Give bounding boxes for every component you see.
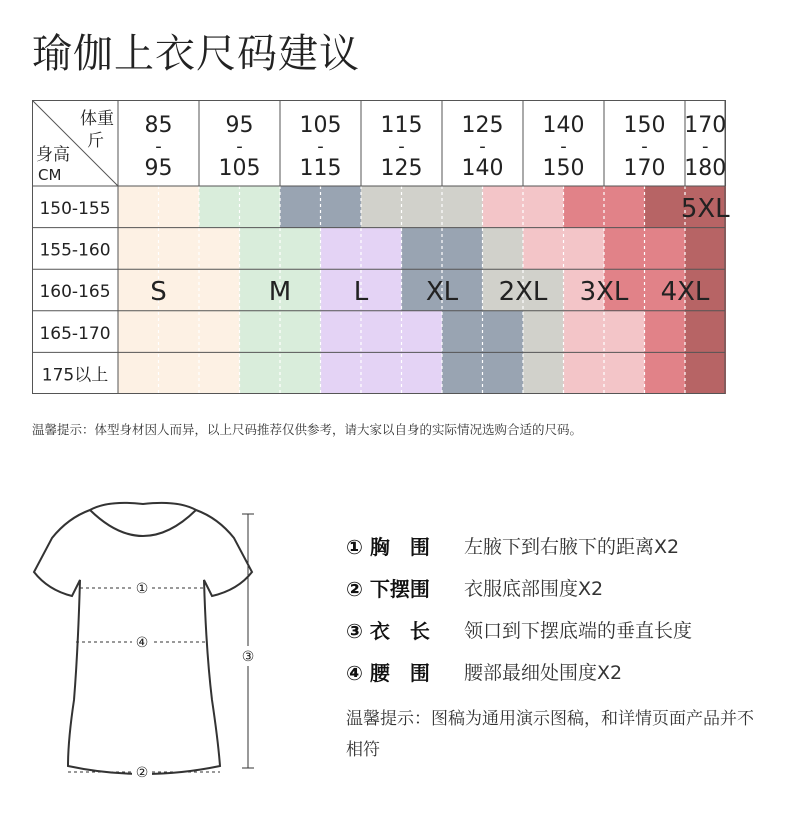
size-cell xyxy=(199,228,240,270)
weight-dash: - xyxy=(641,136,648,157)
weight-to: 105 xyxy=(218,156,261,181)
size-cell xyxy=(604,228,645,270)
size-label-2xl: 2XL xyxy=(498,277,548,308)
size-cell xyxy=(118,186,159,228)
weight-from: 85 xyxy=(144,113,173,138)
weight-dash: - xyxy=(236,136,243,157)
size-cell xyxy=(159,311,200,353)
weight-dash: - xyxy=(702,136,709,157)
size-cell xyxy=(483,186,524,228)
size-cell xyxy=(199,352,240,394)
size-chart-table xyxy=(32,100,756,394)
corner-height-label: 身高 xyxy=(36,145,70,165)
definition-waist xyxy=(346,650,766,692)
corner-weight-label: 体重 xyxy=(80,109,114,129)
definition-term: ① 胸 围 xyxy=(346,534,430,559)
weight-to: 150 xyxy=(542,156,585,181)
size-cell xyxy=(240,228,281,270)
weight-to: 115 xyxy=(299,156,342,181)
size-cell xyxy=(442,311,483,353)
size-cell xyxy=(240,352,281,394)
size-cell xyxy=(442,352,483,394)
hem-mark: ② xyxy=(135,765,149,781)
size-chart-grid xyxy=(32,100,756,394)
size-cell xyxy=(645,352,686,394)
size-label-3xl: 3XL xyxy=(579,277,629,308)
size-cell xyxy=(564,352,605,394)
size-cell xyxy=(159,352,200,394)
weight-to: 95 xyxy=(144,156,173,181)
size-cell xyxy=(118,311,159,353)
size-cell xyxy=(685,311,726,353)
size-cell xyxy=(118,228,159,270)
size-cell xyxy=(240,186,281,228)
size-label-4xl: 4XL xyxy=(660,277,710,308)
tshirt-collar xyxy=(90,510,196,536)
definition-text: 领口到下摆底端的垂直长度 xyxy=(464,619,693,642)
definition-text: 左腋下到右腋下的距离X2 xyxy=(464,535,680,558)
size-cell xyxy=(361,186,402,228)
corner-weight-unit: 斤 xyxy=(87,131,104,151)
weight-from: 125 xyxy=(461,113,504,138)
definition-text: 衣服底部围度X2 xyxy=(464,577,604,600)
weight-from: 95 xyxy=(225,113,254,138)
size-cell xyxy=(483,352,524,394)
size-cell xyxy=(280,352,321,394)
definition-text: 腰部最细处围度X2 xyxy=(464,661,623,684)
size-cell xyxy=(523,186,564,228)
size-label-5xl: 5XL xyxy=(680,194,730,224)
weight-from: 140 xyxy=(542,113,585,138)
size-cell xyxy=(199,311,240,353)
size-label-s: S xyxy=(150,277,167,308)
size-cell xyxy=(645,228,686,270)
waist-mark: ④ xyxy=(135,635,149,651)
weight-to: 180 xyxy=(684,156,727,181)
size-cell xyxy=(564,186,605,228)
size-cell xyxy=(280,311,321,353)
weight-dash: - xyxy=(155,136,162,157)
height-label: 155-160 xyxy=(39,240,111,261)
size-cell xyxy=(523,228,564,270)
weight-from: 115 xyxy=(380,113,423,138)
page-title: 瑜伽上衣尺码建议 xyxy=(32,31,360,77)
size-cell xyxy=(402,352,443,394)
size-cell xyxy=(604,311,645,353)
definition-term: ③ 衣 长 xyxy=(346,618,430,643)
size-cell xyxy=(118,352,159,394)
size-cell xyxy=(240,311,281,353)
size-cell xyxy=(159,228,200,270)
size-cell xyxy=(361,228,402,270)
corner-height-unit: CM xyxy=(38,166,62,184)
size-cell xyxy=(564,311,605,353)
weight-dash: - xyxy=(398,136,405,157)
size-cell xyxy=(199,186,240,228)
weight-to: 125 xyxy=(380,156,423,181)
height-label: 160-165 xyxy=(39,282,111,303)
weight-to: 140 xyxy=(461,156,504,181)
size-cell xyxy=(564,228,605,270)
size-cell xyxy=(523,352,564,394)
size-cell xyxy=(402,186,443,228)
size-cell xyxy=(685,352,726,394)
size-note: 温馨提示：体型身材因人而异，以上尺码推荐仅供参考，请大家以自身的实际情况选购合适的尺码。 xyxy=(32,422,583,437)
size-cell xyxy=(442,228,483,270)
weight-dash: - xyxy=(560,136,567,157)
size-cell xyxy=(523,311,564,353)
size-cell xyxy=(685,228,726,270)
size-cell xyxy=(280,228,321,270)
size-cell xyxy=(280,186,321,228)
size-cell xyxy=(604,352,645,394)
size-cell xyxy=(321,186,362,228)
size-cell xyxy=(442,186,483,228)
size-cell xyxy=(361,352,402,394)
height-label: 175以上 xyxy=(41,365,109,386)
size-cell xyxy=(402,311,443,353)
diagram-tip: 温馨提示：图稿为通用演示图稿，和详情页面产品并不相符 xyxy=(346,709,754,760)
length-mark: ③ xyxy=(241,649,255,665)
weight-from: 105 xyxy=(299,113,342,138)
definition-hem xyxy=(346,566,766,608)
weight-to: 170 xyxy=(623,156,666,181)
size-cell xyxy=(159,186,200,228)
size-cell xyxy=(645,186,686,228)
size-cell xyxy=(361,311,402,353)
size-cell xyxy=(402,228,443,270)
size-cell xyxy=(483,228,524,270)
size-label-m: M xyxy=(268,277,292,308)
weight-dash: - xyxy=(479,136,486,157)
size-cell xyxy=(483,311,524,353)
size-label-l: L xyxy=(353,277,369,308)
definition-length xyxy=(346,608,766,650)
size-cell xyxy=(321,228,362,270)
size-cell xyxy=(645,311,686,353)
weight-from: 170 xyxy=(684,113,727,138)
size-cell xyxy=(199,269,240,311)
size-cell xyxy=(321,352,362,394)
measurement-definitions xyxy=(346,524,766,692)
definition-chest xyxy=(346,524,766,566)
definition-term: ④ 腰 围 xyxy=(346,660,430,685)
weight-from: 150 xyxy=(623,113,666,138)
weight-dash: - xyxy=(317,136,324,157)
size-cell xyxy=(604,186,645,228)
tshirt-diagram xyxy=(28,500,278,800)
definition-term: ② 下摆围 xyxy=(346,576,430,601)
height-label: 165-170 xyxy=(39,323,111,344)
chest-mark: ① xyxy=(135,581,149,597)
size-cell xyxy=(321,311,362,353)
height-label: 150-155 xyxy=(39,199,111,219)
size-label-xl: XL xyxy=(425,277,459,308)
